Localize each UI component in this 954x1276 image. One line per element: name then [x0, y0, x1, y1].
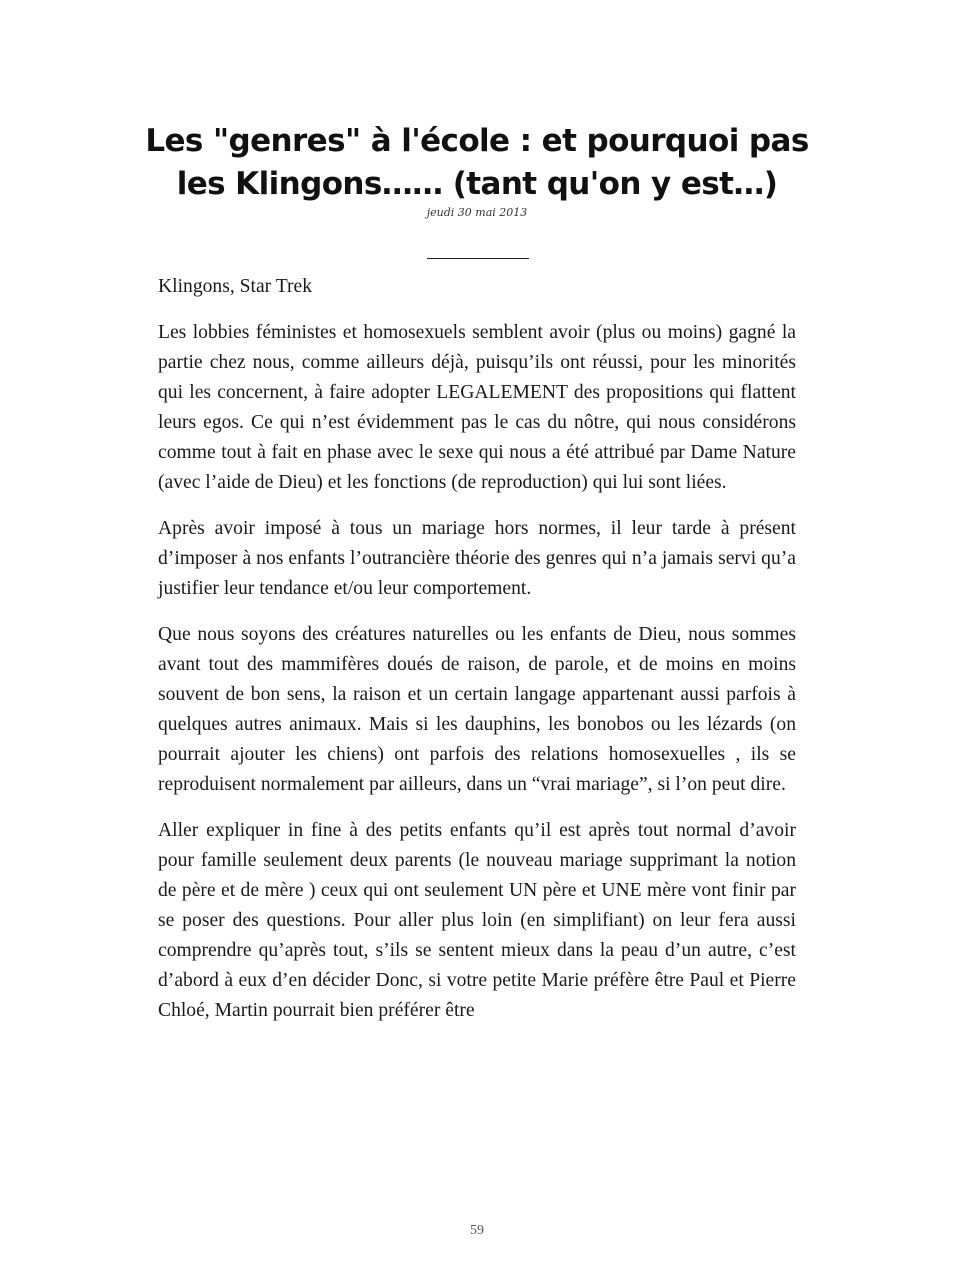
page-number: 59: [470, 1223, 484, 1238]
article-date: jeudi 30 mai 2013: [426, 206, 528, 219]
article-subject: Klingons, Star Trek: [158, 276, 313, 297]
title-divider: [427, 258, 529, 259]
paragraph-1: Les lobbies féministes et homosexuels semblent avoir (plus ou moins) gagné la partie chez nous, comme ailleurs déjà, puisqu’ils ont réussi, pour les minorités qui les concernent, à faire adopter LEGALEMENT des propositions qui flattent leurs egos. Ce qui n’est évidemment pas le cas du nôtre, qui nous considérons comme tout à fait en phase avec le sexe qui nous a été attribué par Dame Nature (avec l’aide de Dieu) et les fonctions (de reproduction) qui lui sont liées.: [158, 322, 796, 493]
article-title: Les "genres" à l'école : et pourquoi pas les Klingons…… (tant qu'on y est…): [145, 123, 809, 202]
paragraph-3: Que nous soyons des créatures naturelles ou les enfants de Dieu, nous sommes avant tout des mammifères doués de raison, de parole, et de moins en moins souvent de bon sens, la raison et un certain langage appartenant aussi parfois à quelques autres animaux. Mais si les dauphins, les bonobos ou les lézards (on pourrait ajouter les chiens) ont parfois des relations homosexuelles , ils se reproduisent normalement par ailleurs, dans un “vrai mariage”, si l’on peut dire.: [158, 624, 796, 795]
article-body: [158, 272, 796, 1042]
paragraph-2: Après avoir imposé à tous un mariage hors normes, il leur tarde à présent d’imposer à nos enfants l’outrancière théorie des genres qui n’a jamais servi qu’a justifier leur tendance et/ou leur comportement.: [158, 518, 796, 599]
paragraph-4: Aller expliquer in fine à des petits enfants qu’il est après tout normal d’avoir pour famille seulement deux parents (le nouveau mariage supprimant la notion de père et de mère ) ceux qui ont seulement UN père et UNE mère vont finir par se poser des questions. Pour aller plus loin (en simplifiant) on leur fera aussi comprendre qu’après tout, s’ils se sentent mieux dans la peau d’un autre, c’est d’abord à eux d’en décider Donc, si votre petite Marie préfère être Paul et Pierre Chloé, Martin pourrait bien préférer être: [158, 820, 796, 1021]
